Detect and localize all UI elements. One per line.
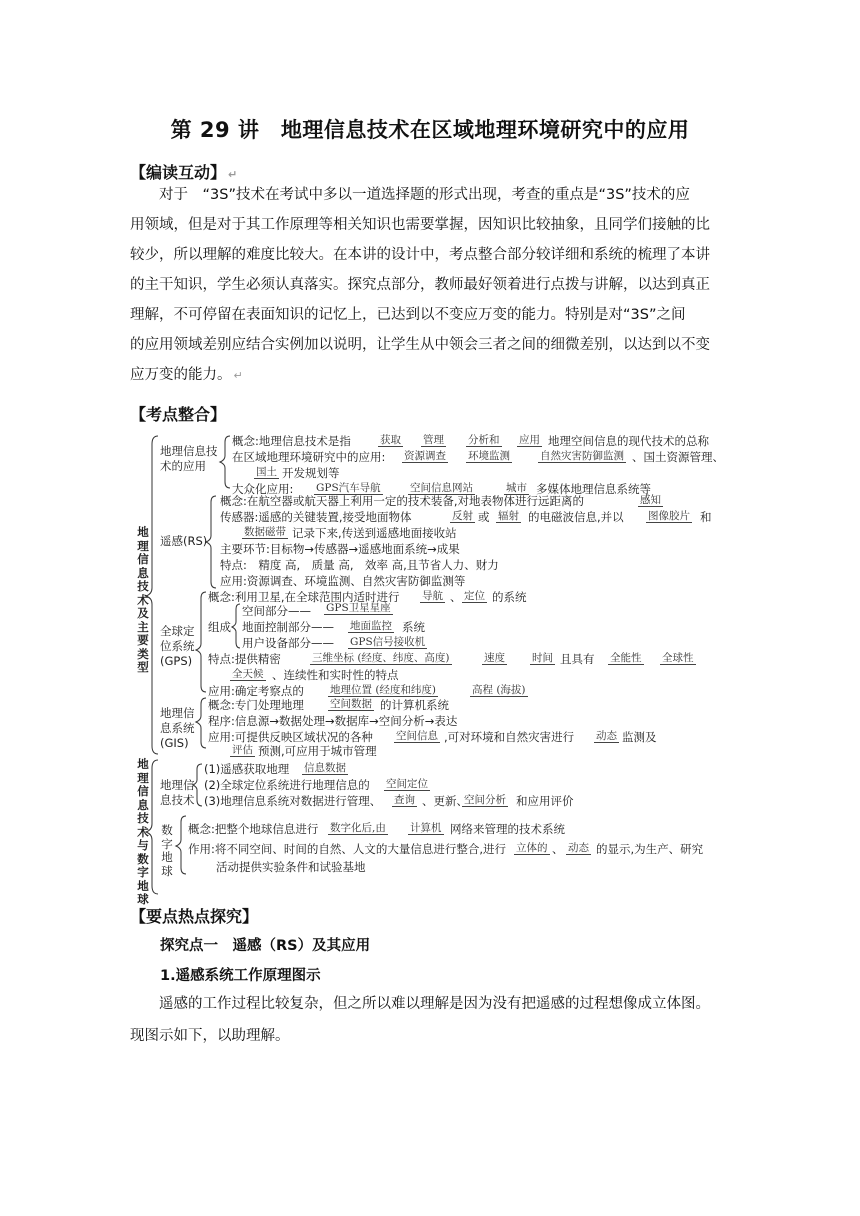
answer-query: 查询 <box>394 794 415 806</box>
answer-gps-car: GPS汽车导航 <box>316 482 381 494</box>
gis-concept-tail: 的计算机系统 <box>380 698 449 712</box>
explore-line: 现图示如下，以助理解。 <box>130 1028 290 1044</box>
answer-sense: 感知 <box>640 494 661 506</box>
gis-monitor: 监测及 <box>622 730 657 744</box>
de-concept-tail: 网络来管理的技术系统 <box>450 822 565 836</box>
intro-line: 应万变的能力。 ↵ <box>130 367 243 383</box>
answer-info-data: 信息数据 <box>304 762 346 774</box>
node-digital-earth: 数字地球 <box>161 823 173 878</box>
gps-space: 空间部分—— <box>242 604 311 618</box>
gis-application-mid: ,可对环境和自然灾害进行 <box>444 730 575 744</box>
answer-time: 时间 <box>532 652 553 664</box>
answer-navigate: 导航 <box>422 590 443 602</box>
app-regional: 在区域地理环境研究中的应用: <box>232 450 386 464</box>
answer-spatial-analysis: 空间分析 <box>464 794 506 806</box>
answer-speed: 速度 <box>484 652 505 664</box>
answer-3d-coord: 三维坐标 (经度、纬度、高度) <box>312 652 450 664</box>
de-function-tail: 的显示,为生产、研究 <box>596 842 704 856</box>
intro-line: 理解，不可停留在表面知识的记忆上，已达到以不变应万变的能力。特别是对“3S”之间 <box>130 307 686 323</box>
rs-steps: 主要环节:目标物→传感器→遥感地面系统→成果 <box>220 542 460 556</box>
answer-dynamic-2: 动态 <box>568 842 589 854</box>
gis-concept: 概念:专门处理地理 <box>208 698 304 712</box>
gps-features: 特点:提供精密 <box>208 652 281 666</box>
answer-get: 获取 <box>380 434 401 446</box>
app-public-tail: 多媒体地理信息系统等 <box>536 482 651 496</box>
answer-satellites: GPS卫星星座 <box>326 602 391 614</box>
intro-line: 用领域，但是对于其工作原理等相关知识也需要掌握，因知识比较抽象，且同学们接触的比 <box>130 217 710 233</box>
answer-receiver: GPS信号接收机 <box>350 636 426 648</box>
app-concept-tail: 地理空间信息的现代技术的总称 <box>548 434 709 448</box>
gps-has: 且具有 <box>560 652 595 666</box>
explore-heading: 【要点热点探究】 <box>130 907 259 926</box>
answer-evaluate: 评估 <box>232 744 253 756</box>
node-rs: 遥感(RS) <box>160 534 208 548</box>
de-concept: 概念:把整个地球信息进行 <box>188 822 319 836</box>
answer-spatial-locate: 空间定位 <box>386 778 428 790</box>
rs-application: 应用:资源调查、环境监测、自然灾害防御监测等 <box>220 574 466 588</box>
answer-spatial-data: 空间数据 <box>330 698 372 710</box>
rs-em-info: 的电磁波信息,并以 <box>528 510 624 524</box>
app-public: 大众化应用: <box>232 482 294 496</box>
root-label-types: 地理信息技术及主要类型 <box>137 525 149 674</box>
de-function-line2: 活动提供实验条件和试验基地 <box>216 860 366 874</box>
app-concept: 概念:地理信息技术是指 <box>232 434 351 448</box>
answer-elevation: 高程 (海拔) <box>472 684 526 696</box>
node-gps: 全球定位系统(GPS) <box>160 624 195 668</box>
answer-spatial-info: 空间信息 <box>396 730 438 742</box>
root-label-digital-earth: 地理信息技术与数字地球 <box>137 757 149 906</box>
node-dit: 地理信息技术 <box>160 778 195 807</box>
explore-paragraph <box>130 988 732 1052</box>
rs-features: 特点: 精度 高, 质量 高, 效率 高,且节省人力、财力 <box>220 558 499 572</box>
answer-apply: 应用 <box>519 434 540 446</box>
answer-ground-monitor: 地面监控 <box>350 620 392 632</box>
app-regional-tail: 、国土资源管理、 <box>632 450 724 464</box>
dit-gps: (2)全球定位系统进行地理信息的 <box>204 778 370 792</box>
intro-line: 的主干知识，学生必须认真落实。探究点部分，教师最好领着进行点拨与讲解，以达到真正 <box>130 277 710 293</box>
answer-reflect: 反射 <box>452 510 473 522</box>
answer-locate: 定位 <box>464 590 485 602</box>
answer-all-round: 全能性 <box>610 652 642 664</box>
gps-system: 的系统 <box>492 590 527 604</box>
integration-heading: 【考点整合】 <box>130 405 227 424</box>
dit-gis: (3)地理信息系统对数据进行管理、 <box>204 794 382 808</box>
gis-predict: 预测,可应用于城市管理 <box>258 744 377 758</box>
de-function: 作用:将不同空间、时间的自然、人文的大量信息进行整合,进行 <box>188 842 507 856</box>
rs-and: 和 <box>700 510 712 524</box>
answer-photo-film: 图像胶片 <box>648 510 690 522</box>
answer-land: 国土 <box>256 466 277 478</box>
answer-location: 地理位置 (经度和纬度) <box>330 684 437 696</box>
answer-dynamic: 动态 <box>596 730 617 742</box>
answer-3d: 立体的 <box>516 842 548 854</box>
gis-application: 应用:可提供反映区域状况的各种 <box>208 730 373 744</box>
answer-global: 全球性 <box>662 652 694 664</box>
answer-disaster: 自然灾害防御监测 <box>540 450 624 462</box>
gps-sep: 、 <box>450 590 462 604</box>
answer-data-tape: 数据磁带 <box>244 526 286 538</box>
answer-resource-survey: 资源调查 <box>404 450 446 462</box>
intro-heading: 【编读互动】 ↵ <box>130 163 238 182</box>
app-land-tail: 开发规划等 <box>282 466 340 480</box>
explore-subtitle: 1.遥感系统工作原理图示 <box>160 968 321 984</box>
gps-system-2: 系统 <box>402 620 425 634</box>
intro-line: 对于 “3S”技术在考试中多以一道选择题的形式出现，考查的重点是“3S”技术的应 <box>159 187 690 203</box>
rs-record: 记录下来,传送到遥感地面接收站 <box>292 526 457 540</box>
page-title: 第 29 讲 地理信息技术在区域地理环境研究中的应用 <box>170 118 690 142</box>
answer-city: 城市 <box>506 482 527 494</box>
de-sep: 、 <box>552 842 564 856</box>
answer-digitized: 数字化后,由 <box>330 822 386 834</box>
answer-analyze: 分析和 <box>468 434 500 446</box>
dit-rs: (1)遥感获取地理 <box>204 762 290 776</box>
gps-user: 用户设备部分—— <box>242 636 334 650</box>
intro-paragraph <box>130 180 732 391</box>
gps-ground: 地面控制部分—— <box>242 620 334 634</box>
answer-all-weather: 全天候 <box>232 668 264 680</box>
knowledge-mindmap <box>132 428 732 906</box>
gps-application: 应用:确定考察点的 <box>208 684 304 698</box>
dit-update: 、更新、 <box>422 794 468 808</box>
rs-sensor: 传感器:遥感的关键装置,接受地面物体 <box>220 510 412 524</box>
gps-features-tail: 、连续性和实时性的特点 <box>272 668 399 682</box>
node-gis: 地理信息系统(GIS) <box>160 706 195 750</box>
answer-computer: 计算机 <box>410 822 442 834</box>
intro-line: 较少，所以理解的难度比较大。在本讲的设计中，考点整合部分较详细和系统的梳理了本讲 <box>130 247 710 263</box>
answer-radiate: 辐射 <box>498 510 519 522</box>
answer-spatial-web: 空间信息网站 <box>410 482 473 494</box>
answer-env-monitor: 环境监测 <box>468 450 510 462</box>
gps-concept: 概念:利用卫星,在全球范围内适时进行 <box>208 590 400 604</box>
intro-line: 的应用领域差别应结合实例加以说明，让学生从中领会三者之间的细微差别，以达到以不变 <box>130 337 710 353</box>
explore-line: 遥感的工作过程比较复杂，但之所以难以理解是因为没有把遥感的过程想像成立体图。 <box>159 996 710 1012</box>
answer-manage: 管理 <box>423 434 444 446</box>
explore-point-title: 探究点一 遥感（RS）及其应用 <box>160 938 371 954</box>
gis-program: 程序:信息源→数据处理→数据库→空间分析→表达 <box>208 714 458 728</box>
dit-gis-tail: 和应用评价 <box>516 794 574 808</box>
rs-or: 或 <box>478 510 490 524</box>
rs-concept: 概念:在航空器或航天器上利用一定的技术装备,对地表物体进行远距离的 <box>220 494 585 508</box>
gps-composition: 组成 <box>208 620 231 634</box>
node-applications: 地理信息技术的应用 <box>160 444 218 473</box>
